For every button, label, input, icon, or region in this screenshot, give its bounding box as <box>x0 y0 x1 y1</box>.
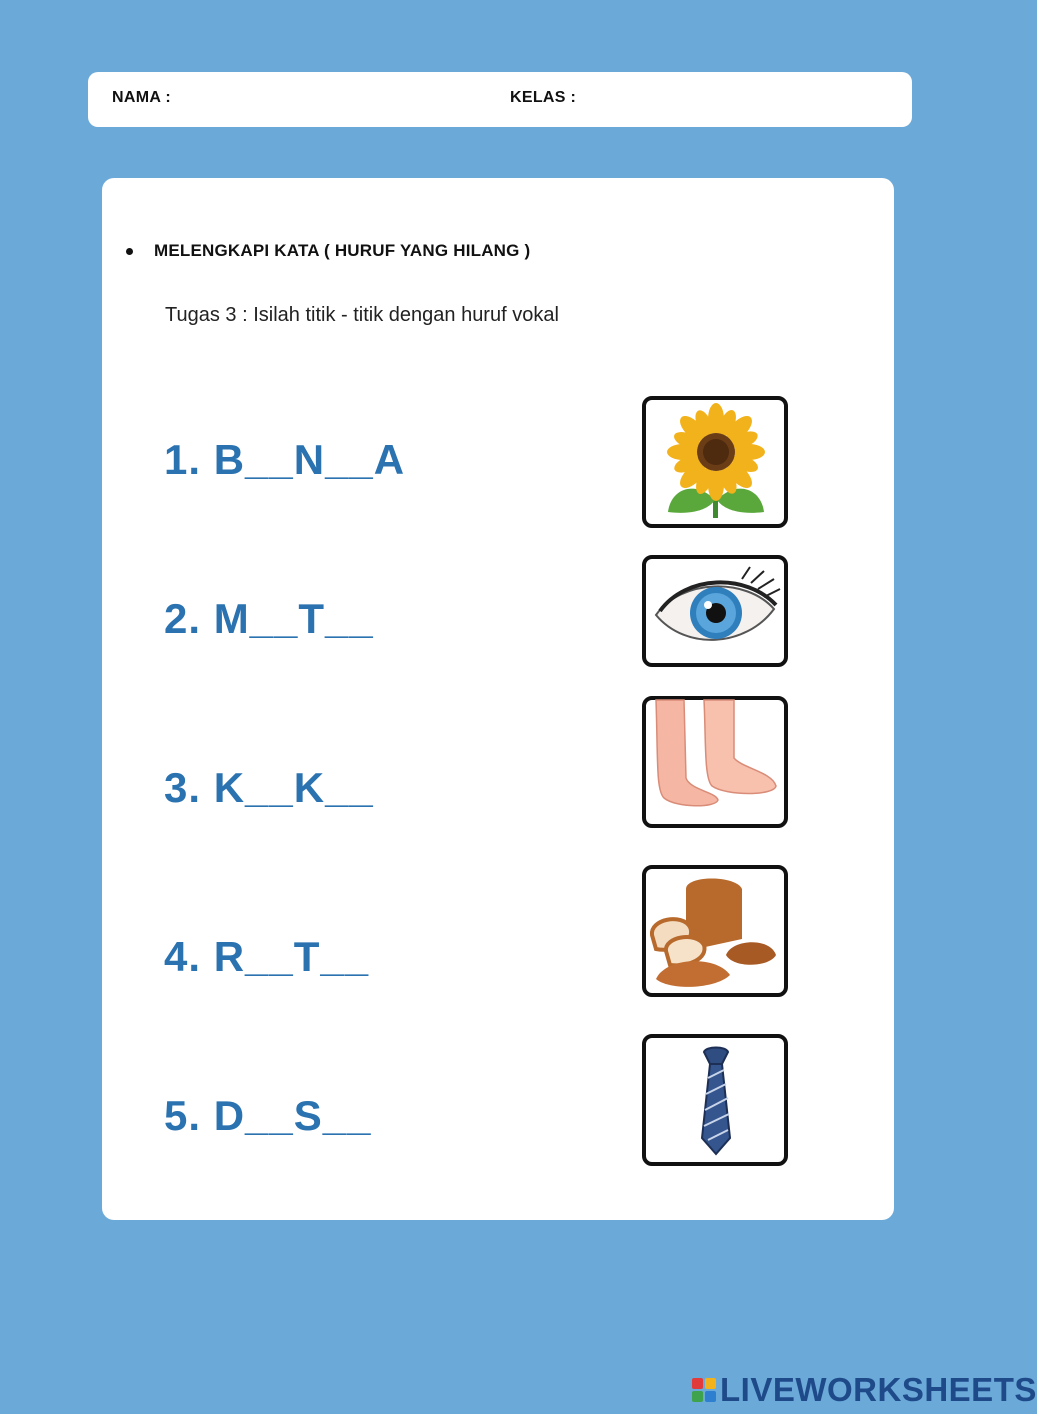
logo-text: LIVEWORKSHEETS <box>720 1371 1037 1408</box>
necktie-icon <box>642 1034 788 1166</box>
section-title-text: MELENGKAPI KATA ( HURUF YANG HILANG ) <box>154 241 531 260</box>
question-3: 3. K__K__ <box>164 764 374 811</box>
question-2: 2. M__T__ <box>164 595 374 642</box>
instruction-text: Tugas 3 : Isilah titik - titik dengan huruf vokal <box>165 304 559 326</box>
name-label: NAMA : <box>112 89 171 106</box>
feet-icon <box>642 696 788 828</box>
eye-icon <box>642 555 788 667</box>
class-label: KELAS : <box>510 89 577 106</box>
section-title <box>154 241 530 261</box>
sunflower-icon <box>642 396 788 528</box>
bread-icon <box>642 865 788 997</box>
worksheet-card <box>102 178 894 1220</box>
student-info-bar <box>88 72 912 127</box>
bullet-icon <box>126 248 133 255</box>
question-4: 4. R__T__ <box>164 933 370 980</box>
liveworksheets-logo <box>692 1372 1037 1408</box>
question-1: 1. B__N__A <box>164 436 406 483</box>
logo-mark-icon <box>692 1378 716 1402</box>
question-5: 5. D__S__ <box>164 1092 372 1139</box>
